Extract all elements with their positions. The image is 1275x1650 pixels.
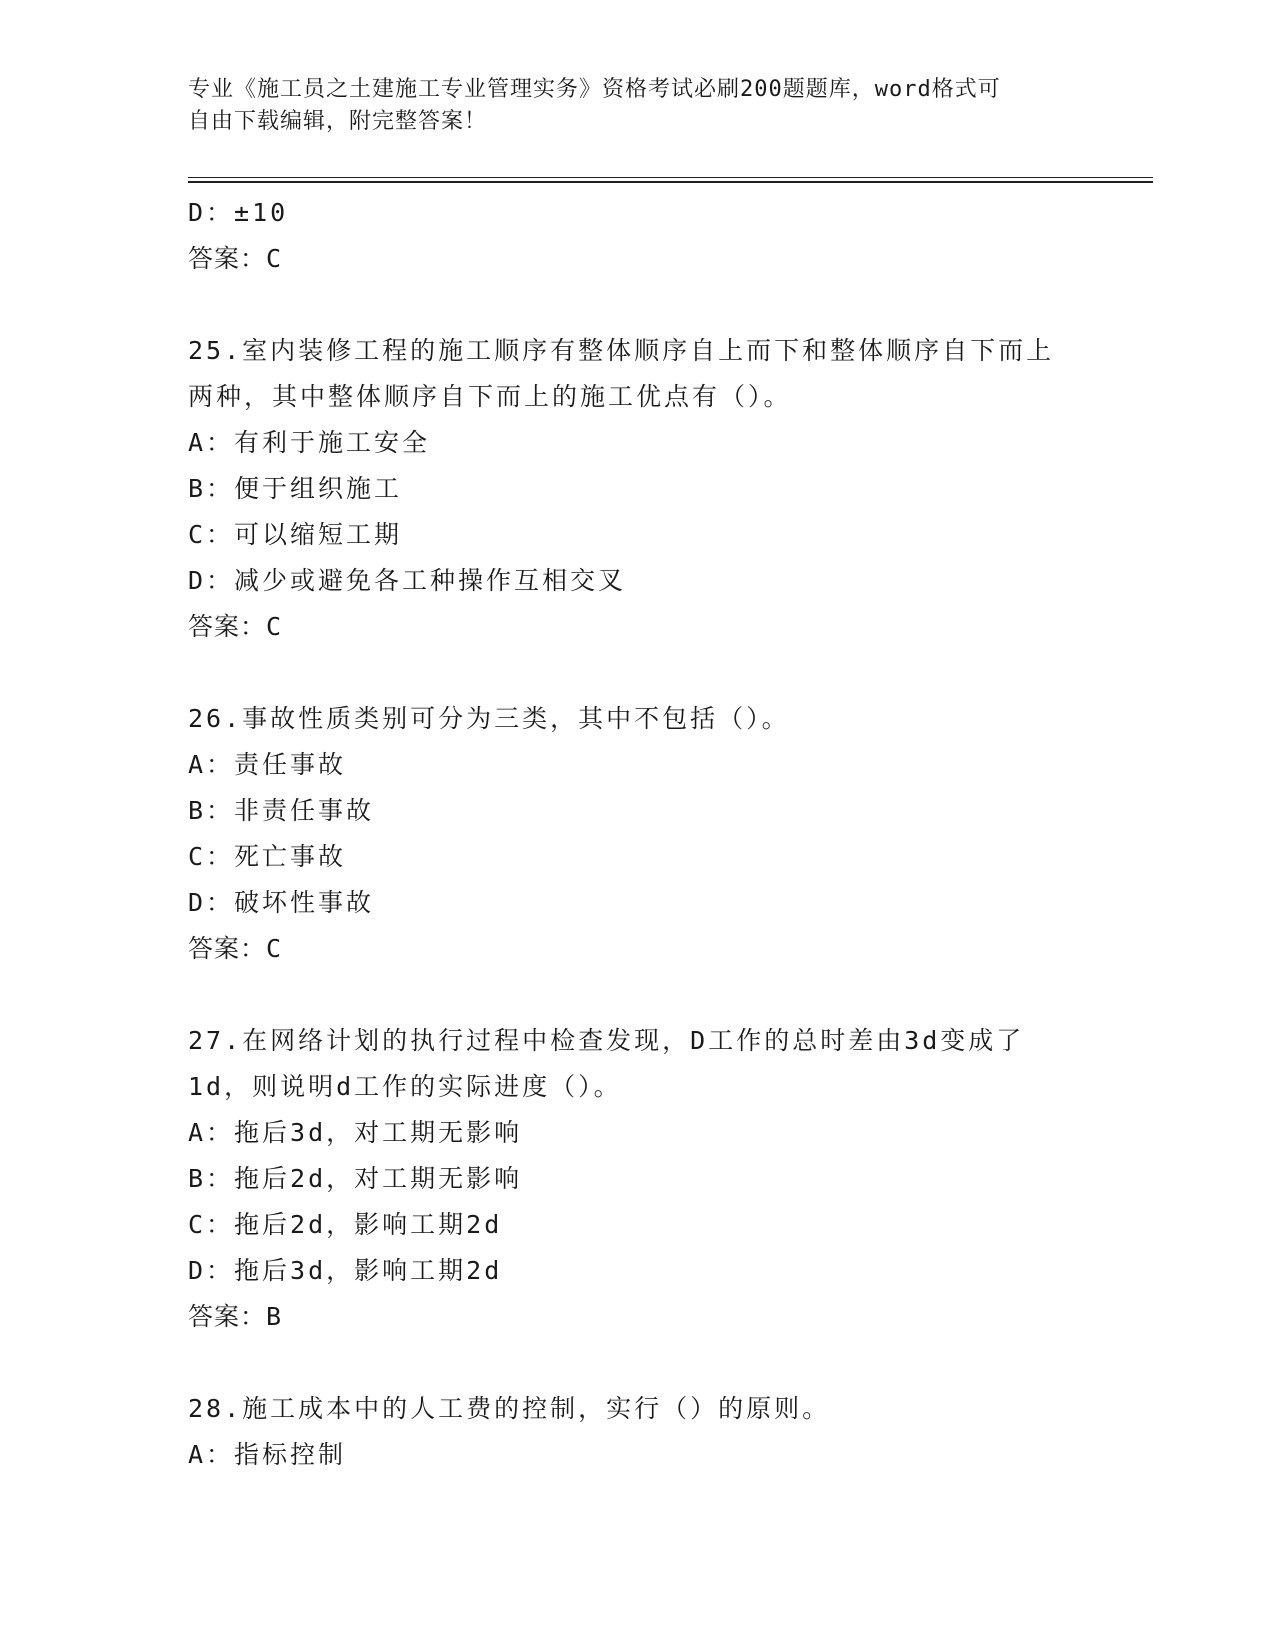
question-text-line-1: 27.在网络计划的执行过程中检查发现，D工作的总时差由3d变成了	[188, 1026, 1025, 1055]
previous-question-tail	[188, 190, 1088, 282]
header-divider-thick	[188, 181, 1153, 183]
header-line-2: 自由下载编辑，附完整答案！	[188, 109, 488, 134]
option-d: D：拖后3d，影响工期2d	[188, 1256, 503, 1285]
answer: 答案：B	[188, 1302, 283, 1331]
option-a: A：有利于施工安全	[188, 428, 431, 457]
option-a: A：拖后3d，对工期无影响	[188, 1118, 523, 1147]
option-b: B：便于组织施工	[188, 474, 403, 503]
spacer	[188, 650, 1088, 696]
question-text-line-1: 26.事故性质类别可分为三类，其中不包括（）。	[188, 704, 790, 733]
header-divider-thin	[188, 177, 1153, 178]
option-a: A：指标控制	[188, 1440, 347, 1469]
spacer	[188, 972, 1088, 1018]
spacer	[188, 1340, 1088, 1386]
option-c: C：拖后2d，影响工期2d	[188, 1210, 503, 1239]
answer: 答案：C	[188, 612, 283, 641]
question-text-line-2: 1d，则说明d工作的实际进度（）。	[188, 1072, 622, 1101]
question-list	[188, 190, 1088, 1478]
question-28	[188, 1386, 1088, 1478]
answer: 答案：C	[188, 244, 283, 273]
option-d: D：±10	[188, 198, 289, 227]
document-header	[188, 74, 1068, 138]
option-a: A：责任事故	[188, 750, 347, 779]
header-line-1: 专业《施工员之土建施工专业管理实务》资格考试必刷200题题库，word格式可	[188, 77, 1001, 102]
question-26	[188, 696, 1088, 972]
question-27	[188, 1018, 1088, 1340]
question-text-line-1: 25.室内装修工程的施工顺序有整体顺序自上而下和整体顺序自下而上	[188, 336, 1055, 365]
option-d: D：减少或避免各工种操作互相交叉	[188, 566, 627, 595]
option-c: C：死亡事故	[188, 842, 347, 871]
option-d: D：破坏性事故	[188, 888, 375, 917]
spacer	[188, 282, 1088, 328]
option-c: C：可以缩短工期	[188, 520, 403, 549]
option-b: B：非责任事故	[188, 796, 375, 825]
option-b: B：拖后2d，对工期无影响	[188, 1164, 523, 1193]
question-text-line-2: 两种，其中整体顺序自下而上的施工优点有（）。	[188, 382, 792, 411]
question-text-line-1: 28.施工成本中的人工费的控制，实行（）的原则。	[188, 1394, 831, 1423]
answer: 答案：C	[188, 934, 283, 963]
question-25	[188, 328, 1088, 650]
